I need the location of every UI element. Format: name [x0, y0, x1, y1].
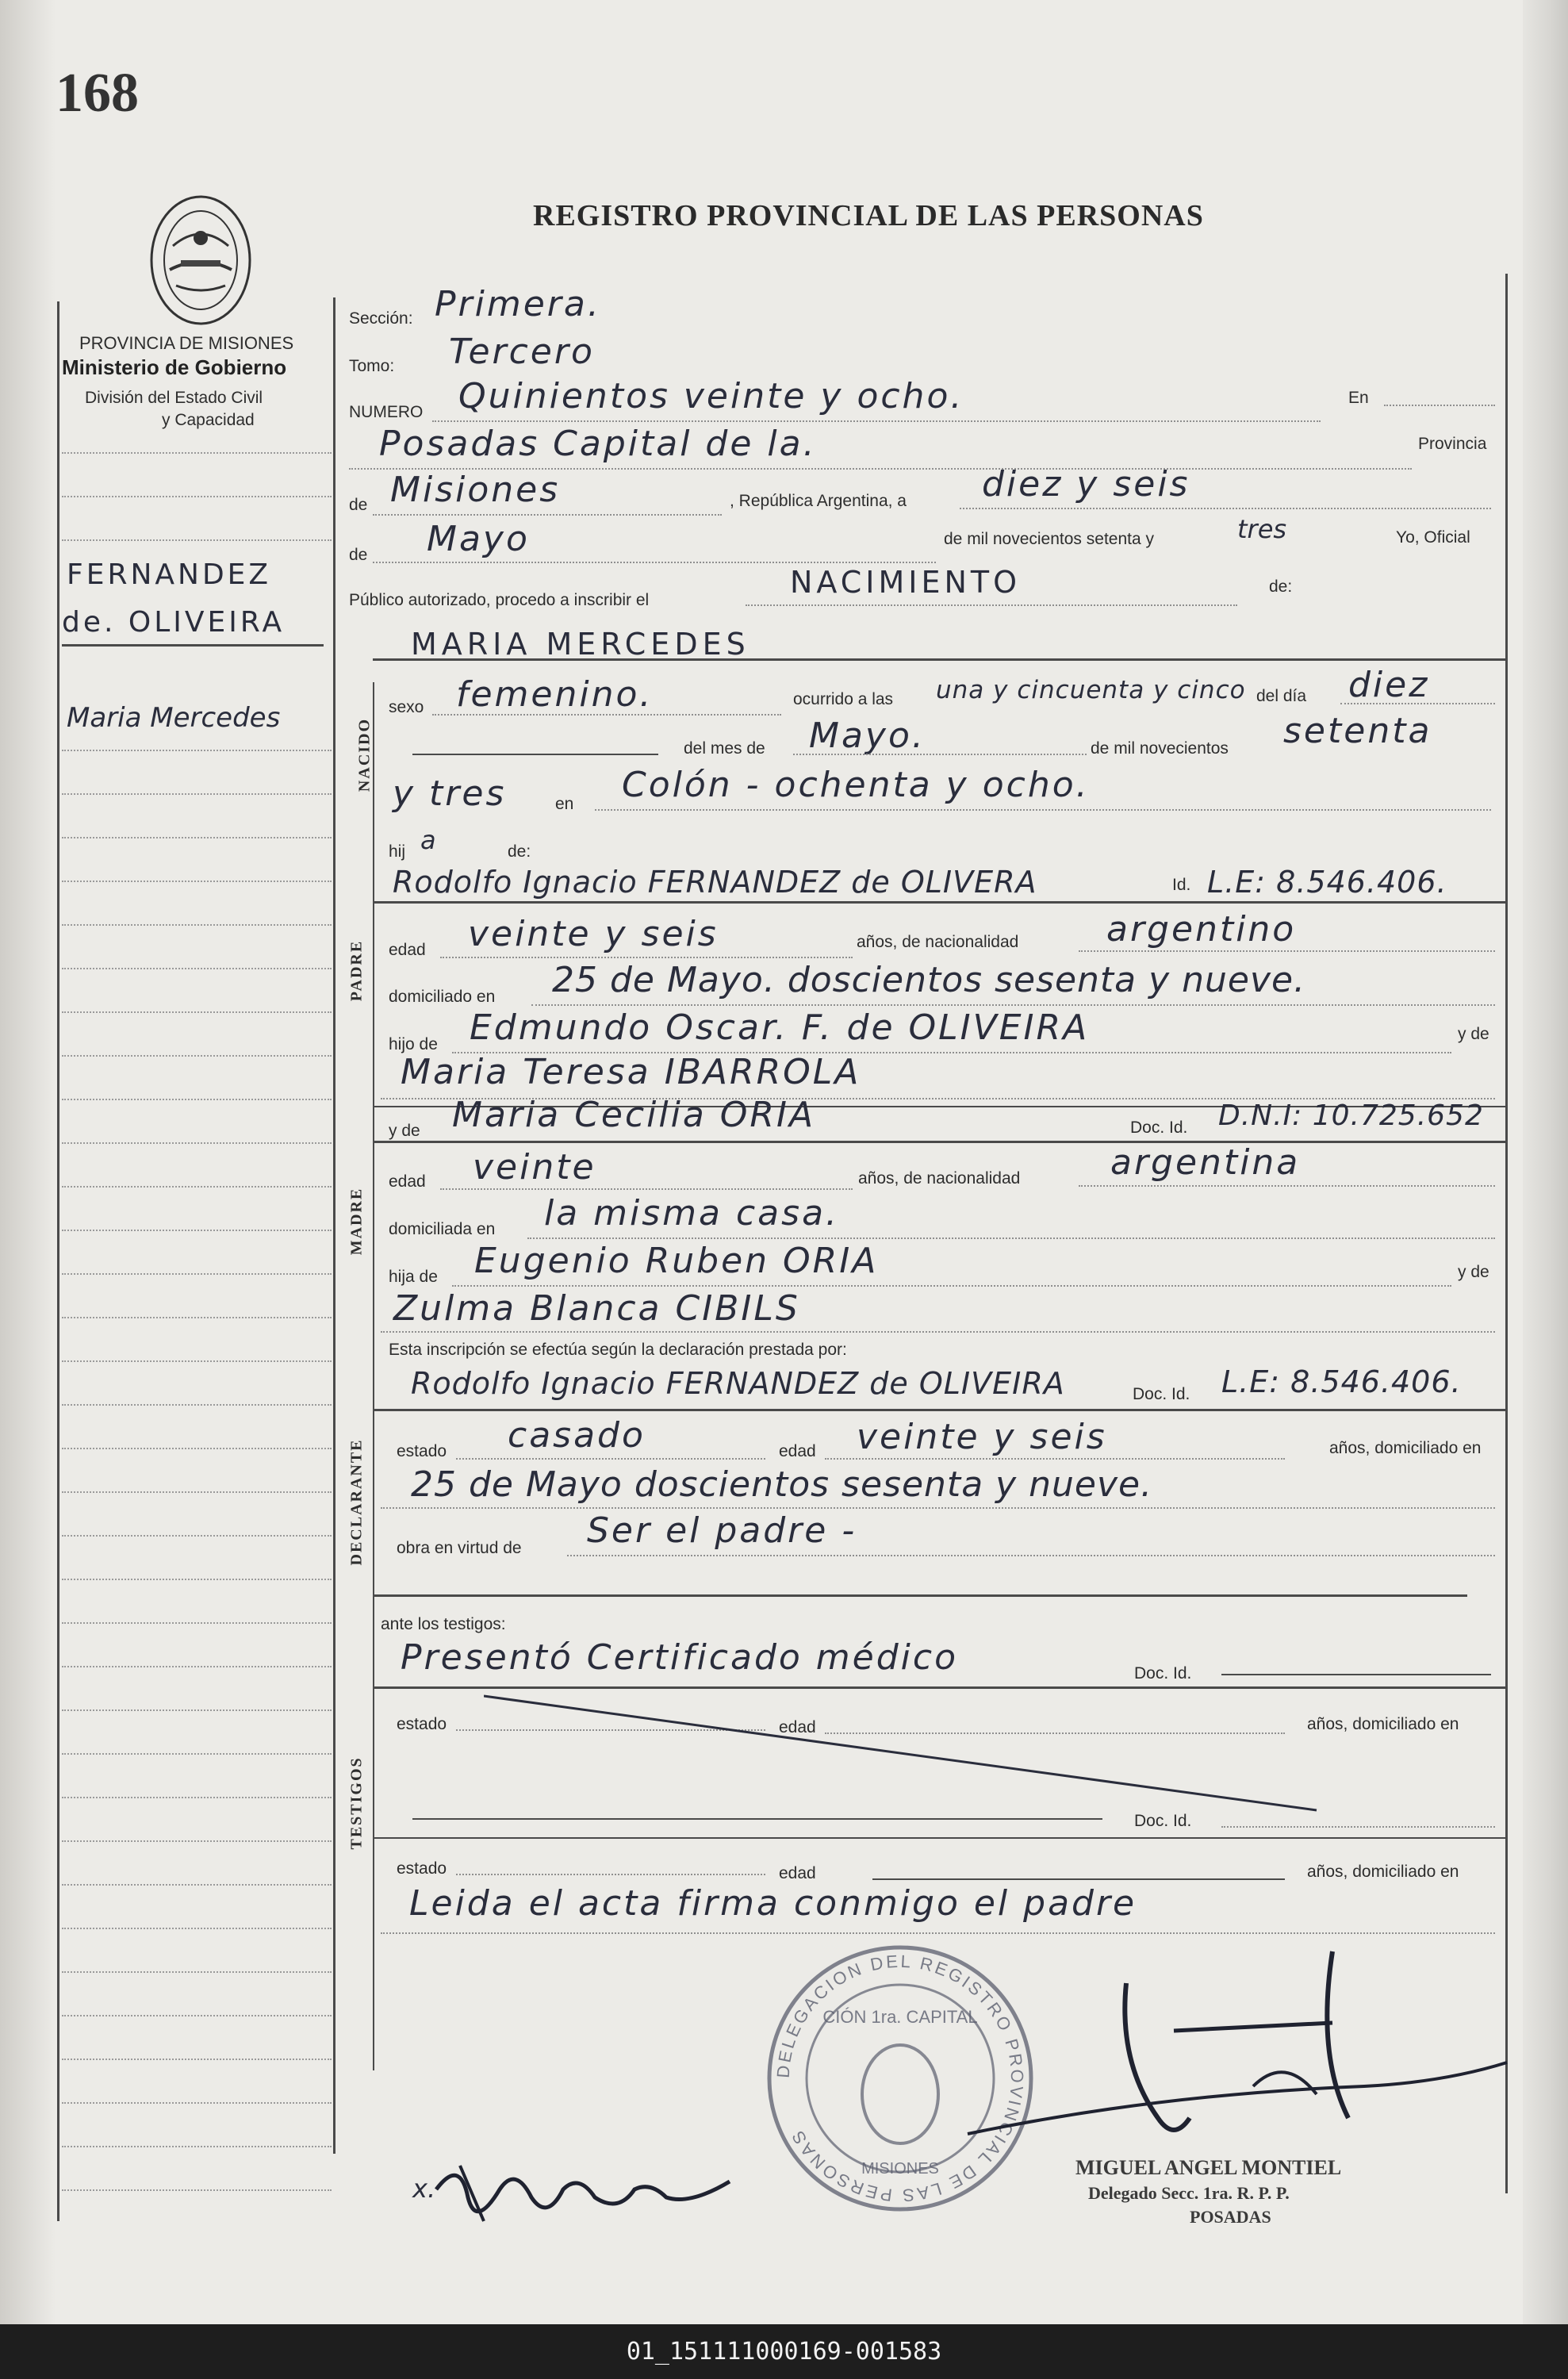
padre-hijo-de-label: hijo de [389, 1035, 438, 1053]
testigo-anos-label-1: años, domiciliado en [1307, 1715, 1459, 1733]
declarante-doc-label: Doc. Id. [1133, 1385, 1190, 1403]
nacido-year-value-a: setenta [1283, 711, 1432, 751]
nacido-year-label: de mil novecientos [1091, 739, 1229, 758]
testigo-estado-label-1: estado [397, 1715, 447, 1733]
madre-name-value: Maria Cecilia ORIA [452, 1095, 816, 1135]
act-line [746, 604, 1237, 606]
madre-section-label: MADRE [347, 1187, 366, 1256]
sexo-label: sexo [389, 698, 424, 716]
numero-label: NUMERO [349, 403, 424, 421]
seal-ring-text: DELEGACION DEL REGISTRO PROVINCIAL DE LAS PERSONAS [772, 1951, 1028, 2206]
testigo-estado-line-2 [456, 1874, 765, 1875]
margin-line [62, 1230, 332, 1231]
margin-line [62, 1535, 332, 1537]
hour-value: una y cincuenta y cinco [936, 676, 1246, 704]
birthplace-line [595, 809, 1491, 811]
official-title: Delegado Secc. 1ra. R. P. P. [1088, 2183, 1290, 2203]
publico-label: Público autorizado, procedo a inscribir el [349, 591, 650, 609]
center-column-rule [333, 297, 335, 2154]
madre-mother-value: Zulma Blanca CIBILS [393, 1288, 800, 1329]
madre-edad-line [440, 1188, 853, 1190]
nacido-de-label: de: [508, 842, 531, 861]
margin-line [62, 1797, 332, 1798]
nacido-name-value: MARIA MERCEDES [411, 627, 750, 662]
seccion-label: Sección: [349, 309, 413, 328]
madre-hija-de-label: hija de [389, 1268, 438, 1286]
oficial-label: Yo, Oficial [1396, 528, 1470, 547]
nacido-day-value: diez [1348, 665, 1430, 705]
testigo-estado-label-2: estado [397, 1859, 447, 1878]
padre-domicilio-label: domiciliado en [389, 988, 496, 1006]
margin-line [62, 924, 332, 926]
padre-edad-line [440, 957, 853, 958]
padre-section-label: PADRE [347, 939, 366, 1002]
madre-domicilio-value: la misma casa. [544, 1193, 840, 1234]
padre-domicilio-value: 25 de Mayo. doscientos sesenta y nueve. [552, 960, 1306, 1000]
closing-line [381, 1932, 1495, 1934]
madre-father-value: Eugenio Ruben ORIA [474, 1241, 879, 1281]
de-label-3: de: [1269, 577, 1293, 596]
margin-line [62, 1099, 332, 1100]
file-id-footer: 01_151111000169-001583 [0, 2324, 1568, 2379]
margin-line [62, 793, 332, 795]
padre-mother-value: Maria Teresa IBARROLA [401, 1052, 861, 1092]
declarante-estado-label: estado [397, 1442, 447, 1460]
margin-line [62, 1448, 332, 1449]
madre-y-de-label: y de [389, 1122, 420, 1140]
testigo2-name-line [412, 1818, 1102, 1820]
declarante-edad-label: edad [779, 1442, 816, 1460]
margin-line [62, 1142, 332, 1144]
declarante-name-value: Rodolfo Ignacio FERNANDEZ de OLIVEIRA [411, 1366, 1065, 1401]
testigo-strike-line [484, 1690, 1332, 1817]
en-line [1384, 405, 1495, 406]
declarante-edad-value: veinte y seis [857, 1417, 1107, 1457]
declarante-name-rule [373, 1409, 1505, 1411]
padre-domicilio-line [531, 1004, 1495, 1006]
padre-nacionalidad-line [1079, 950, 1495, 952]
seccion-value: Primera. [435, 284, 601, 324]
margin-line [62, 496, 332, 497]
agency-line-2: Ministerio de Gobierno [62, 355, 287, 379]
nacido-year-value-b: y tres [393, 773, 507, 814]
padre-edad-label: edad [389, 941, 426, 959]
madre-domicilio-label: domiciliada en [389, 1220, 496, 1238]
margin-line [62, 1971, 332, 1973]
margin-line [62, 1709, 332, 1711]
madre-doc-value: D.N.I: 10.725.652 [1218, 1099, 1484, 1132]
margin-line [62, 1186, 332, 1188]
declarant-signature [428, 2142, 761, 2237]
nacido-month-line [793, 754, 1087, 755]
margin-surname-line-2: de. OLIVEIRA [62, 606, 286, 639]
month-line [373, 562, 936, 563]
declarante-domicilio-line [381, 1507, 1495, 1509]
provincia-label: Provincia [1418, 435, 1487, 453]
declarant-mark: x. [412, 2174, 436, 2204]
day-value: diez y seis [982, 464, 1190, 505]
padre-edad-value: veinte y seis [468, 914, 719, 954]
declarante-obra-value: Ser el padre - [587, 1510, 857, 1551]
republica-label: , República Argentina, a [730, 492, 907, 510]
margin-given-names: Maria Mercedes [67, 702, 281, 734]
margin-line [62, 539, 332, 541]
madre-nacionalidad-label: años, de nacionalidad [858, 1169, 1021, 1188]
madre-edad-label: edad [389, 1172, 426, 1191]
margin-line [62, 1011, 332, 1013]
margin-line [62, 1666, 332, 1667]
agency-line-3: División del Estado Civil [85, 389, 263, 407]
tomo-label: Tomo: [349, 357, 395, 375]
sexo-line [432, 714, 781, 716]
margin-line [62, 1928, 332, 1929]
margin-line [62, 881, 332, 882]
registry-title: REGISTRO PROVINCIAL DE LAS PERSONAS [533, 199, 1204, 232]
hij-value: a [420, 825, 436, 855]
province-line [373, 514, 722, 516]
numero-line [432, 420, 1321, 422]
year-label: de mil novecientos setenta y [944, 530, 1154, 548]
official-signature [920, 1936, 1523, 2174]
declarante-estado-line [456, 1458, 765, 1460]
margin-line [62, 2015, 332, 2016]
del-dia-label: del día [1256, 687, 1307, 705]
section-rule [373, 682, 374, 2070]
declaracion-label: Esta inscripción se efectúa según la declaración prestada por: [389, 1341, 847, 1359]
day-line [960, 508, 1491, 509]
padre-id-label: Id. [1172, 876, 1191, 894]
tomo-value: Tercero [449, 332, 595, 372]
testigo-edad-label-1: edad [779, 1718, 816, 1736]
madre-y-de-label-2: y de [1458, 1263, 1489, 1281]
testigo2-rule [373, 1837, 1505, 1839]
margin-line [62, 2102, 332, 2104]
margin-line [62, 1317, 332, 1318]
madre-father-line [452, 1285, 1451, 1287]
left-column-rule [57, 301, 59, 2221]
nacido-section-label: NACIDO [355, 717, 374, 792]
nacido-en-label: en [555, 795, 574, 813]
padre-nacionalidad-value: argentino [1106, 909, 1297, 950]
testigos-section-label: TESTIGOS [347, 1756, 366, 1850]
act-value: NACIMIENTO [790, 565, 1022, 600]
testigo1-rule [373, 1686, 1505, 1689]
official-name: MIGUEL ANGEL MONTIEL [1075, 2156, 1342, 2179]
en-label: En [1348, 389, 1369, 407]
margin-line [62, 1884, 332, 1886]
hij-label: hij [389, 842, 406, 861]
right-column-rule [1505, 274, 1508, 2193]
nacido-month-value: Mayo. [809, 716, 926, 756]
page-shadow [0, 0, 56, 2324]
madre-nacionalidad-line [1079, 1185, 1495, 1187]
margin-line [62, 2059, 332, 2060]
declarante-obra-line [567, 1555, 1495, 1556]
margin-line [62, 1273, 332, 1275]
margin-line [62, 1579, 332, 1580]
sexo-value: femenino. [456, 674, 654, 715]
de-label-2: de [349, 546, 368, 564]
madre-doc-label: Doc. Id. [1130, 1119, 1188, 1137]
declarante-estado-value: casado [508, 1415, 646, 1456]
margin-line [62, 1404, 332, 1406]
ante-label: ante los testigos: [381, 1615, 506, 1633]
padre-y-de-label: y de [1458, 1025, 1489, 1043]
official-city: POSADAS [1190, 2207, 1271, 2227]
agency-line-1: PROVINCIA DE MISIONES [79, 333, 294, 353]
padre-id-value: L.E: 8.546.406. [1207, 865, 1447, 900]
seal-bottom-text: MISIONES [861, 2160, 939, 2178]
margin-line [62, 1360, 332, 1362]
madre-domicilio-line [527, 1237, 1495, 1239]
margin-line [62, 2146, 332, 2147]
madre-name-rule [373, 1141, 1505, 1143]
declarante-doc-value: L.E: 8.546.406. [1221, 1364, 1462, 1399]
testigo-anos-label-2: años, domiciliado en [1307, 1863, 1459, 1881]
margin-line [62, 1055, 332, 1057]
margin-line [62, 1491, 332, 1493]
padre-name-value: Rodolfo Ignacio FERNANDEZ de OLIVERA [393, 865, 1037, 900]
de-label-1: de [349, 496, 368, 514]
declarante-edad-line [825, 1458, 1285, 1460]
madre-edad-value: veinte [473, 1147, 596, 1188]
province-crest-icon [141, 190, 260, 329]
page-number: 168 [56, 63, 139, 124]
padre-father-value: Edmundo Oscar. F. de OLIVEIRA [470, 1007, 1090, 1048]
closing-value: Leida el acta firma conmigo el padre [409, 1883, 1137, 1924]
margin-line [62, 968, 332, 969]
margin-line [62, 1753, 332, 1755]
margin-line [62, 1840, 332, 1842]
birthplace-value: Colón - ochenta y ocho. [622, 765, 1090, 805]
month-value: Mayo [427, 519, 530, 559]
hour-blank-line [412, 754, 658, 755]
book-edge [1523, 0, 1568, 2324]
testigo1-value: Presentó Certificado médico [401, 1637, 958, 1678]
margin-line [62, 452, 332, 454]
margin-line [62, 750, 332, 751]
madre-nacionalidad-value: argentina [1110, 1142, 1301, 1183]
testigo-edad-line-2 [872, 1878, 1285, 1880]
declarante-domicilio-value: 25 de Mayo doscientos sesenta y nueve. [411, 1464, 1153, 1505]
margin-line [62, 1622, 332, 1624]
province-value: Misiones [390, 470, 561, 510]
padre-nacionalidad-label: años, de nacionalidad [857, 933, 1019, 951]
testigo-doc-label-2: Doc. Id. [1134, 1812, 1192, 1830]
year-value: tres [1237, 514, 1287, 544]
testigo-doc-label-1: Doc. Id. [1134, 1664, 1192, 1683]
agency-line-4: y Capacidad [162, 411, 255, 429]
declarante-obra-label: obra en virtud de [397, 1539, 522, 1557]
numero-value: Quinientos veinte y ocho. [458, 376, 964, 416]
mes-label: del mes de [684, 739, 765, 758]
seal-inner-text: CIÓN 1ra. CAPITAL [822, 2007, 978, 2027]
margin-line [62, 837, 332, 838]
margin-surname-underline [62, 644, 324, 647]
nacido-name-rule [373, 658, 1505, 661]
madre-mother-line [381, 1331, 1495, 1333]
nacido-day-line [1340, 703, 1495, 704]
testigo-doc-line-2 [1221, 1826, 1495, 1828]
margin-surname-line-1: FERNANDEZ [67, 558, 272, 591]
place-value: Posadas Capital de la. [379, 424, 817, 464]
declarante-section-label: DECLARANTE [347, 1438, 366, 1566]
testigo-edad-label-2: edad [779, 1864, 816, 1882]
padre-name-rule [373, 901, 1505, 904]
declarante-section-rule [373, 1594, 1467, 1597]
declarante-anos-label: años, domiciliado en [1329, 1439, 1482, 1457]
testigo-doc-line-1 [1221, 1674, 1491, 1675]
margin-line [62, 2189, 332, 2191]
ocurrido-label: ocurrido a las [793, 690, 894, 708]
